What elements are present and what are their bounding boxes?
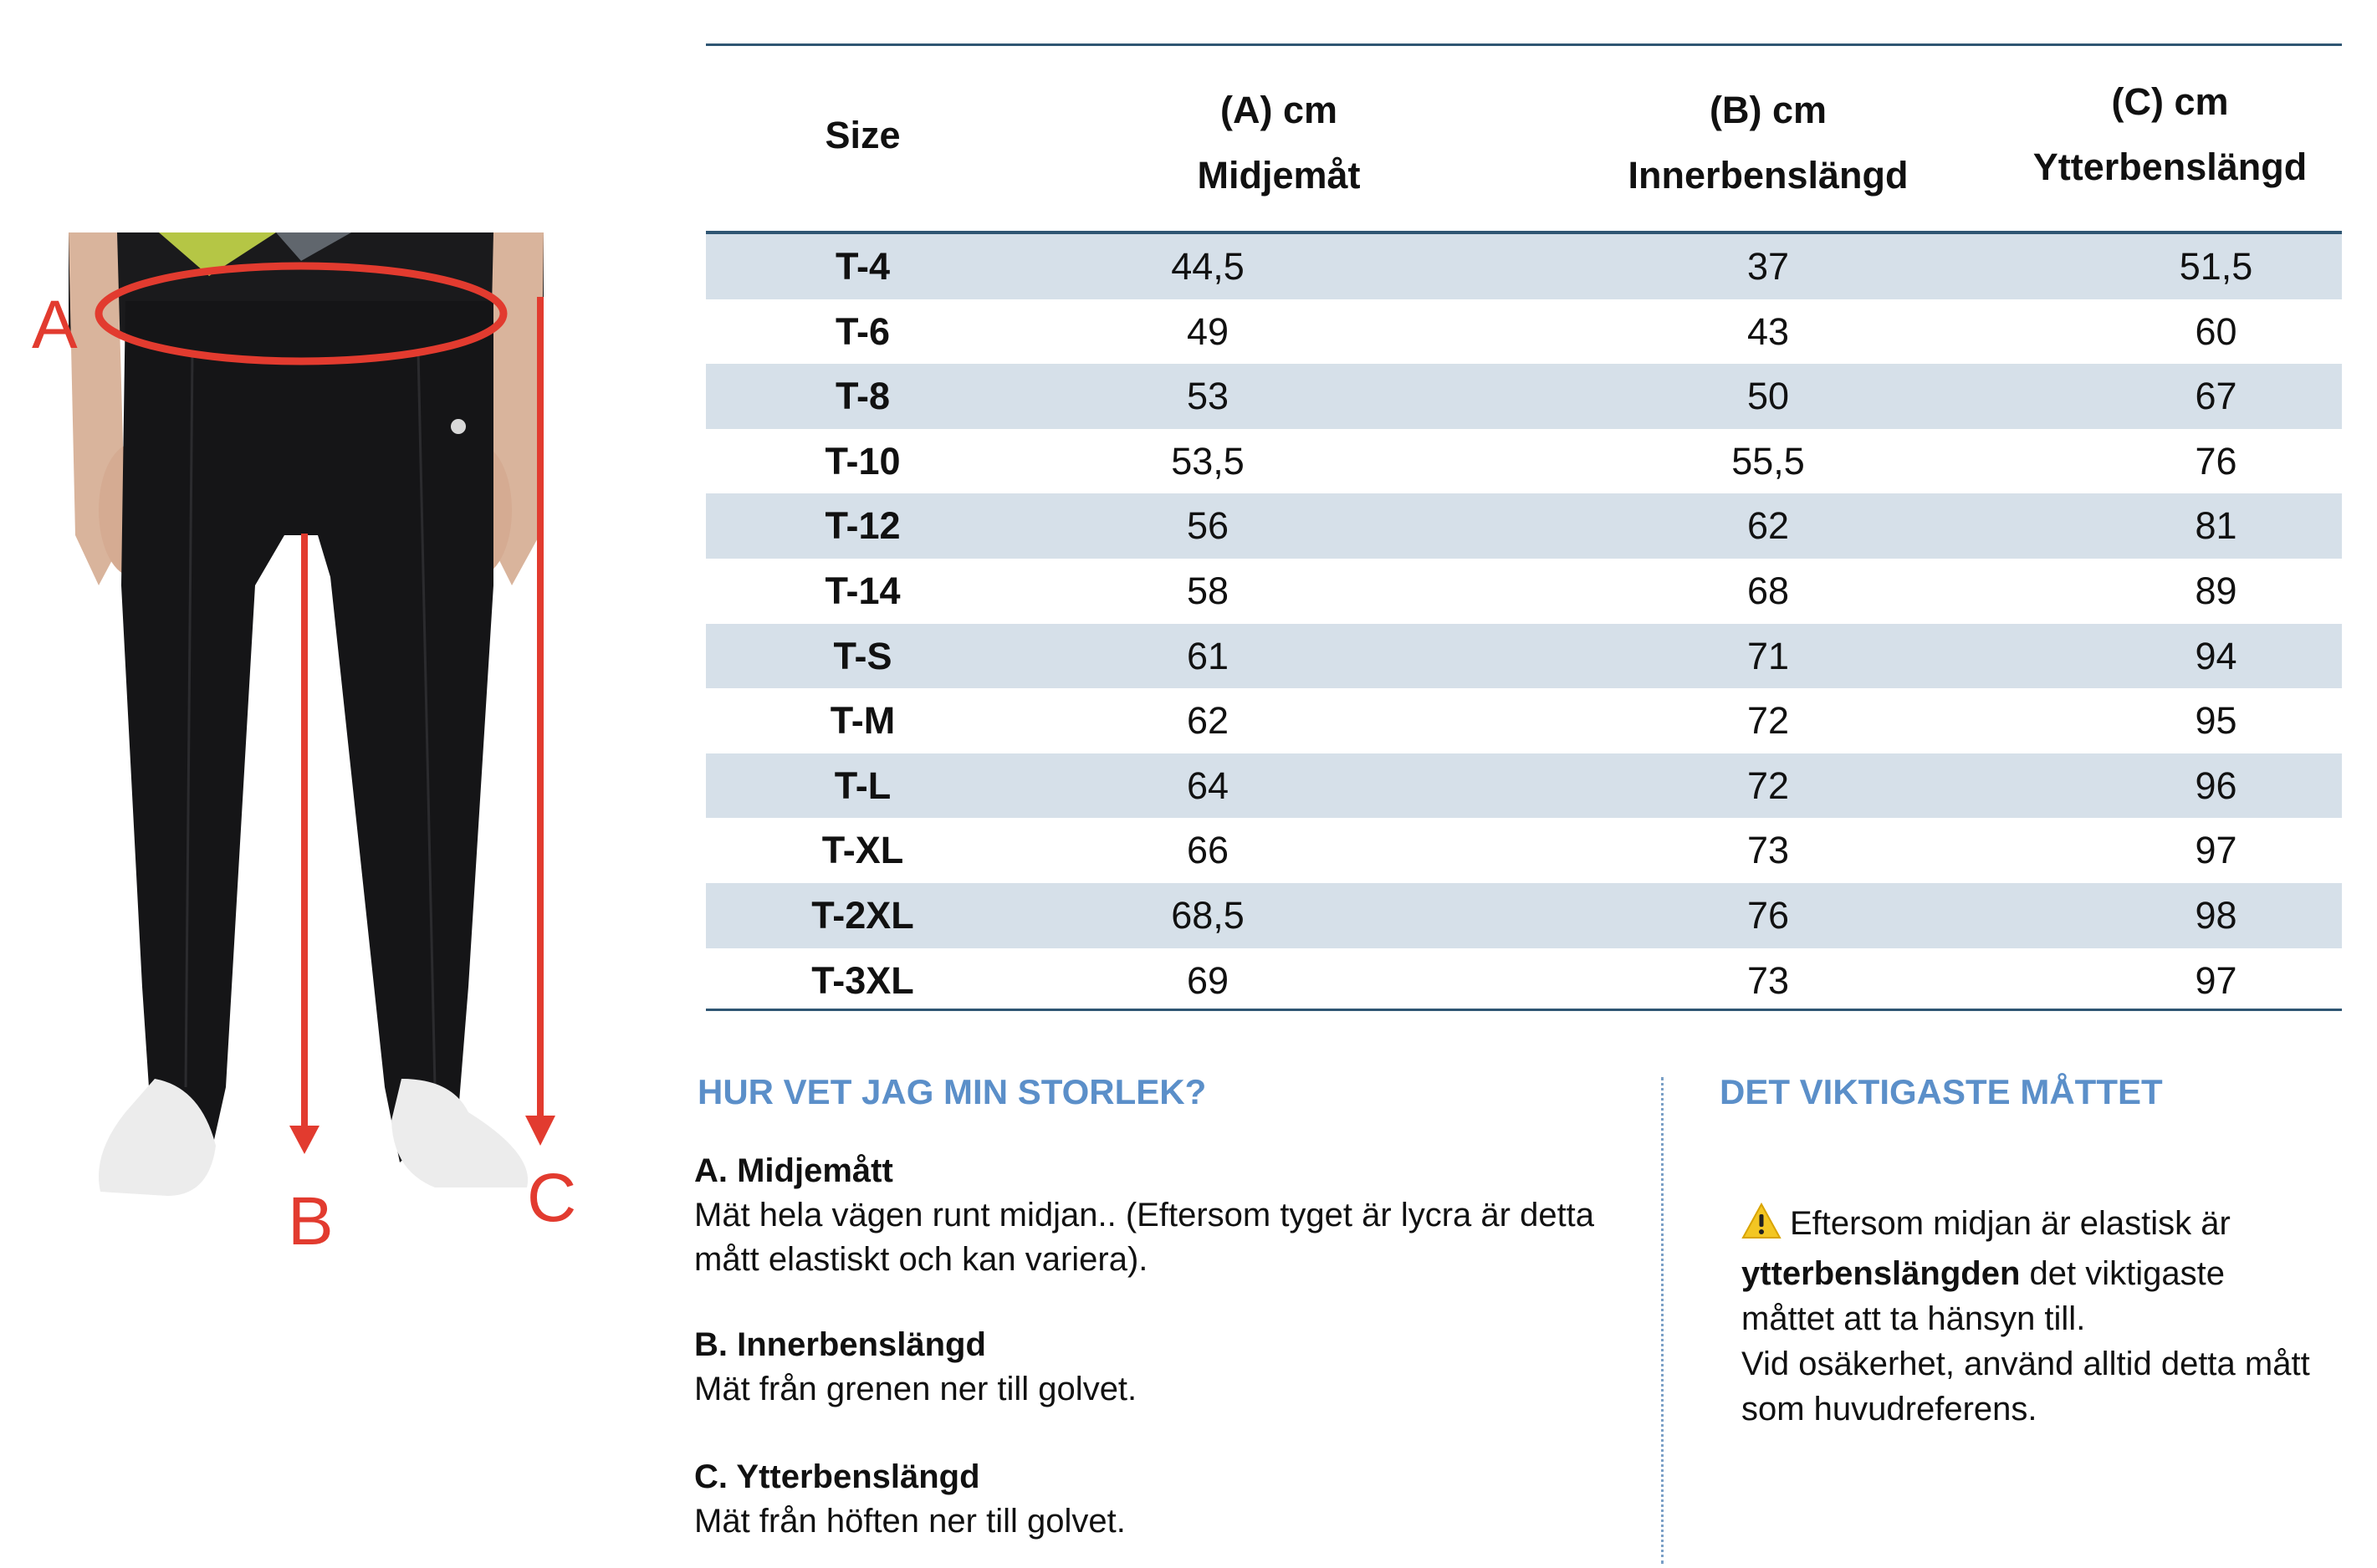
cell-size: T-3XL: [811, 958, 914, 1002]
table-body: [706, 234, 2342, 1013]
pants-figure: [0, 0, 669, 1564]
header-outseam-label: Ytterbenslängd: [2032, 146, 2308, 188]
table-row: [706, 688, 2342, 753]
cell-outseam: 60: [2195, 309, 2237, 353]
cell-size: T-S: [833, 634, 892, 677]
cell-inseam: 71: [1746, 634, 1790, 677]
cell-inseam: 76: [1746, 893, 1790, 937]
table-row: [706, 624, 2342, 689]
guide-inseam: [694, 1323, 1648, 1412]
table-row: [706, 948, 2342, 1014]
cell-waist: 62: [1186, 699, 1229, 743]
header-waist-label: Midjemåt: [1197, 154, 1361, 197]
cell-size: T-M: [830, 699, 896, 743]
table-row: [706, 493, 2342, 559]
cell-waist: 58: [1186, 569, 1229, 612]
cell-inseam: 62: [1746, 504, 1790, 548]
table-row: [706, 883, 2342, 948]
guide-outseam: [694, 1455, 1648, 1544]
header-inseam-label: Innerbenslängd: [1628, 154, 1909, 197]
cell-size: T-8: [835, 375, 891, 418]
guide-outseam-title: C. Ytterbenslängd: [694, 1458, 980, 1495]
cell-size: T-12: [825, 504, 901, 548]
table-row: [706, 234, 2342, 299]
guide-inseam-title: B. Innerbenslängd: [694, 1326, 986, 1363]
cell-waist: 61: [1186, 634, 1229, 677]
size-guide-illustration: [0, 0, 669, 1564]
important-emphasis: ytterbenslängden: [1741, 1255, 2021, 1292]
cell-waist: 53,5: [1171, 439, 1245, 483]
table-bottom-rule: [706, 1009, 2342, 1011]
header-inseam-unit: (B) cm: [1709, 89, 1827, 131]
section-divider: [1661, 1077, 1664, 1564]
table-row: [706, 818, 2342, 883]
important-note: [1741, 1201, 2327, 1432]
cell-outseam: 97: [2195, 958, 2237, 1002]
cell-size: T-L: [834, 764, 892, 807]
guide-outseam-text: Mät från höften ner till golvet.: [694, 1503, 1126, 1540]
cell-size: T-6: [835, 309, 891, 353]
guide-waist: [694, 1149, 1648, 1282]
marker-a-label: A: [32, 287, 78, 363]
table-row: [706, 364, 2342, 429]
cell-outseam: 97: [2195, 829, 2237, 872]
cell-outseam: 76: [2195, 439, 2237, 483]
cell-waist: 69: [1186, 958, 1229, 1002]
table-row: [706, 299, 2342, 365]
table-header: [706, 46, 2342, 232]
cell-waist: 66: [1186, 829, 1229, 872]
guide-waist-text: Mät hela vägen runt midjan.. (Eftersom tyget är lycra är detta mått elastiskt och kan variera).: [694, 1197, 1595, 1278]
cell-size: T-XL: [821, 829, 904, 872]
cell-inseam: 55,5: [1731, 439, 1805, 483]
how-to-measure-heading: HUR VET JAG MIN STORLEK?: [698, 1072, 1207, 1111]
cell-size: T-10: [825, 439, 901, 483]
cell-waist: 53: [1186, 375, 1229, 418]
cell-inseam: 73: [1746, 829, 1790, 872]
cell-outseam: 67: [2195, 375, 2237, 418]
cell-inseam: 43: [1746, 309, 1790, 353]
cell-inseam: 73: [1746, 958, 1790, 1002]
cell-inseam: 50: [1746, 375, 1790, 418]
cell-waist: 68,5: [1171, 893, 1245, 937]
cell-inseam: 72: [1746, 764, 1790, 807]
cell-outseam: 95: [2195, 699, 2237, 743]
header-waist-unit: (A) cm: [1219, 89, 1337, 131]
cell-inseam: 72: [1746, 699, 1790, 743]
cell-outseam: 94: [2195, 634, 2237, 677]
cell-inseam: 68: [1746, 569, 1790, 612]
header-inseam: [1538, 88, 1998, 198]
header-size: Size: [825, 114, 901, 156]
cell-size: T-14: [825, 569, 901, 612]
cell-outseam: 51,5: [2179, 245, 2253, 288]
cell-outseam: 96: [2195, 764, 2237, 807]
warning-icon: [1741, 1203, 1781, 1251]
cell-waist: 49: [1186, 309, 1229, 353]
guide-inseam-text: Mät från grenen ner till golvet.: [694, 1371, 1137, 1407]
cell-waist: 56: [1186, 504, 1229, 548]
guide-waist-title: A. Midjemått: [694, 1152, 893, 1189]
cell-waist: 44,5: [1171, 245, 1245, 288]
cell-size: T-4: [835, 245, 891, 288]
cell-waist: 64: [1186, 764, 1229, 807]
marker-c-label: C: [527, 1160, 577, 1236]
cell-size: T-2XL: [811, 893, 914, 937]
table-row: [706, 753, 2342, 819]
table-row: [706, 429, 2342, 494]
marker-b-label: B: [288, 1183, 334, 1259]
header-outseam: [1998, 79, 2342, 190]
important-measure-heading: DET VIKTIGASTE MÅTTET: [1720, 1072, 2163, 1111]
cell-outseam: 98: [2195, 893, 2237, 937]
cell-outseam: 81: [2195, 504, 2237, 548]
table-row: [706, 559, 2342, 624]
cell-inseam: 37: [1746, 245, 1790, 288]
cell-outseam: 89: [2195, 569, 2237, 612]
important-advice: Vid osäkerhet, använd alltid detta mått som huvudreferens.: [1741, 1346, 2310, 1428]
header-outseam-unit: (C) cm: [2111, 80, 2229, 123]
header-waist: [1020, 88, 1538, 198]
important-intro: Eftersom midjan är elastisk är: [1790, 1205, 2231, 1242]
important-rest: det viktigaste måttet att ta hänsyn till.: [1741, 1255, 2225, 1337]
